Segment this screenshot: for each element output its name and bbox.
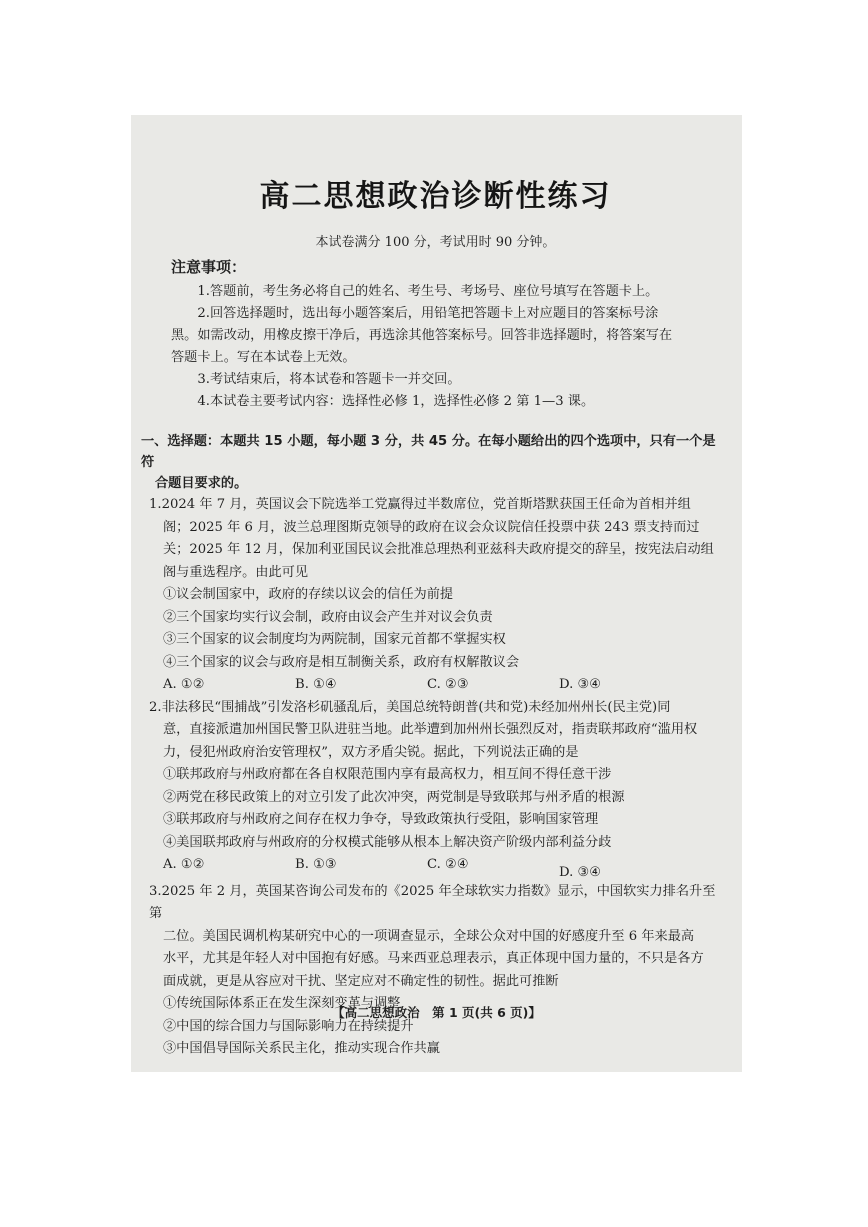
statement-option: ③联邦政府与州政府之间存在权力争夺，导致政策执行受阻，影响国家管理 [163, 812, 599, 827]
statement-option: ①传统国际体系正在发生深刻变革与调整 [163, 996, 401, 1011]
notice-heading: 注意事项： [171, 258, 247, 276]
notice-block [149, 256, 722, 413]
question-3 [149, 881, 722, 1061]
notice-item: 3.考试结束后，将本试卷和答题卡一并交回。 [197, 372, 461, 387]
page-title: 高二思想政治诊断性练习 [259, 179, 612, 214]
question-2 [149, 697, 722, 880]
statement-option: ④美国联邦政府与州政府的分权模式能够从根本上解决资产阶级内部利益分歧 [163, 834, 612, 850]
notice-item-continued: 答题卡上。写在本试卷上无效。 [171, 350, 356, 365]
choice-a: A. ①② [163, 677, 205, 692]
question-stem-line: 阁与重选程序。由此可见 [163, 564, 309, 580]
question-stem-line: 2.非法移民“围捕战”引发洛杉矶骚乱后，美国总统特朗普(共和党)未经加州州长(民主党)同 [149, 699, 671, 715]
choice-d: D. ③④ [559, 865, 602, 880]
choice-a: A. ①② [163, 857, 205, 872]
question-stem-line: 水平，尤其是年轻人对中国抱有好感。马来西亚总理表示，真正体现中国力量的，不只是各方 [163, 951, 704, 966]
statement-option: ①联邦政府与州政府都在各自权限范围内享有最高权力，相互间不得任意干涉 [163, 767, 612, 782]
question-stem-line: 关；2025 年 12 月，保加利亚国民议会批准总理热利亚兹科夫政府提交的辞呈，按宪法启动组 [163, 542, 714, 557]
question-stem-line: 3.2025 年 2 月，英国某咨询公司发布的《2025 年全球软实力指数》显示，中国软实力排名升至第 [149, 883, 716, 921]
choice-c: C. ②④ [427, 857, 469, 872]
choice-c: C. ②③ [427, 677, 469, 692]
question-1 [149, 494, 722, 697]
notice-item: 4.本试卷主要考试内容：选择性必修 1，选择性必修 2 第 1—3 课。 [197, 394, 595, 409]
answer-choices [149, 854, 722, 880]
section-heading-line: 合题目要求的。 [155, 476, 248, 491]
statement-option: ①议会制国家中，政府的存续以议会的信任为前提 [163, 587, 454, 602]
choice-d: D. ③④ [559, 677, 602, 692]
statement-option: ④三个国家的议会与政府是相互制衡关系，政府有权解散议会 [163, 654, 520, 670]
answer-choices [149, 674, 722, 697]
notice-item: 1.答题前，考生务必将自己的姓名、考生号、考场号、座位号填写在答题卡上。 [197, 284, 659, 299]
question-stem-line: 力，侵犯州政府治安管理权”，双方矛盾尖锐。据此，下列说法正确的是 [163, 744, 579, 760]
question-stem-line: 阁；2025 年 6 月，波兰总理图斯克领导的政府在议会众议院信任投票中获 243 票支持而过 [163, 519, 700, 535]
statement-option: ②中国的综合国力与国际影响力在持续提升 [163, 1018, 414, 1034]
question-stem-line: 面成就，更是从容应对干扰、坚定应对不确定性的韧性。据此可推断 [163, 973, 559, 989]
statement-option: ②两党在移民政策上的对立引发了此次冲突，两党制是导致联邦与州矛盾的根源 [163, 789, 625, 805]
statement-option: ③中国倡导国际关系民主化，推动实现合作共赢 [163, 1041, 440, 1056]
page-footer: 【高二思想政治 第 1 页(共 6 页)】 [332, 1005, 541, 1020]
section-heading-line: 一、选择题：本题共 15 小题，每小题 3 分，共 45 分。在每小题给出的四个选项中，只有一个是符 [141, 434, 716, 470]
statement-option: ③三个国家的议会制度均为两院制，国家元首都不掌握实权 [163, 632, 506, 647]
notice-item: 2.回答选择题时，选出每小题答案后，用铅笔把答题卡上对应题目的答案标号涂 [197, 306, 659, 321]
exam-info: 本试卷满分 100 分，考试用时 90 分钟。 [315, 235, 556, 250]
question-stem-line: 意，直接派遣加州国民警卫队进驻当地。此举遭到加州州长强烈反对，指责联邦政府“滥用权 [163, 722, 698, 737]
notice-item-continued: 黑。如需改动，用橡皮擦干净后，再选涂其他答案标号。回答非选择题时，将答案写在 [171, 328, 673, 343]
question-stem-line: 1.2024 年 7 月，英国议会下院选举工党赢得过半数席位，党首斯塔默获国王任命为首相并组 [149, 497, 691, 512]
statement-option: ②三个国家均实行议会制，政府由议会产生并对议会负责 [163, 609, 493, 625]
choice-b: B. ①④ [295, 677, 337, 692]
exam-page [131, 115, 742, 1072]
choice-b: B. ①③ [295, 857, 337, 872]
question-stem-line: 二位。美国民调机构某研究中心的一项调查显示，全球公众对中国的好感度升至 6 年来最高 [163, 928, 695, 944]
section-heading [141, 431, 722, 494]
